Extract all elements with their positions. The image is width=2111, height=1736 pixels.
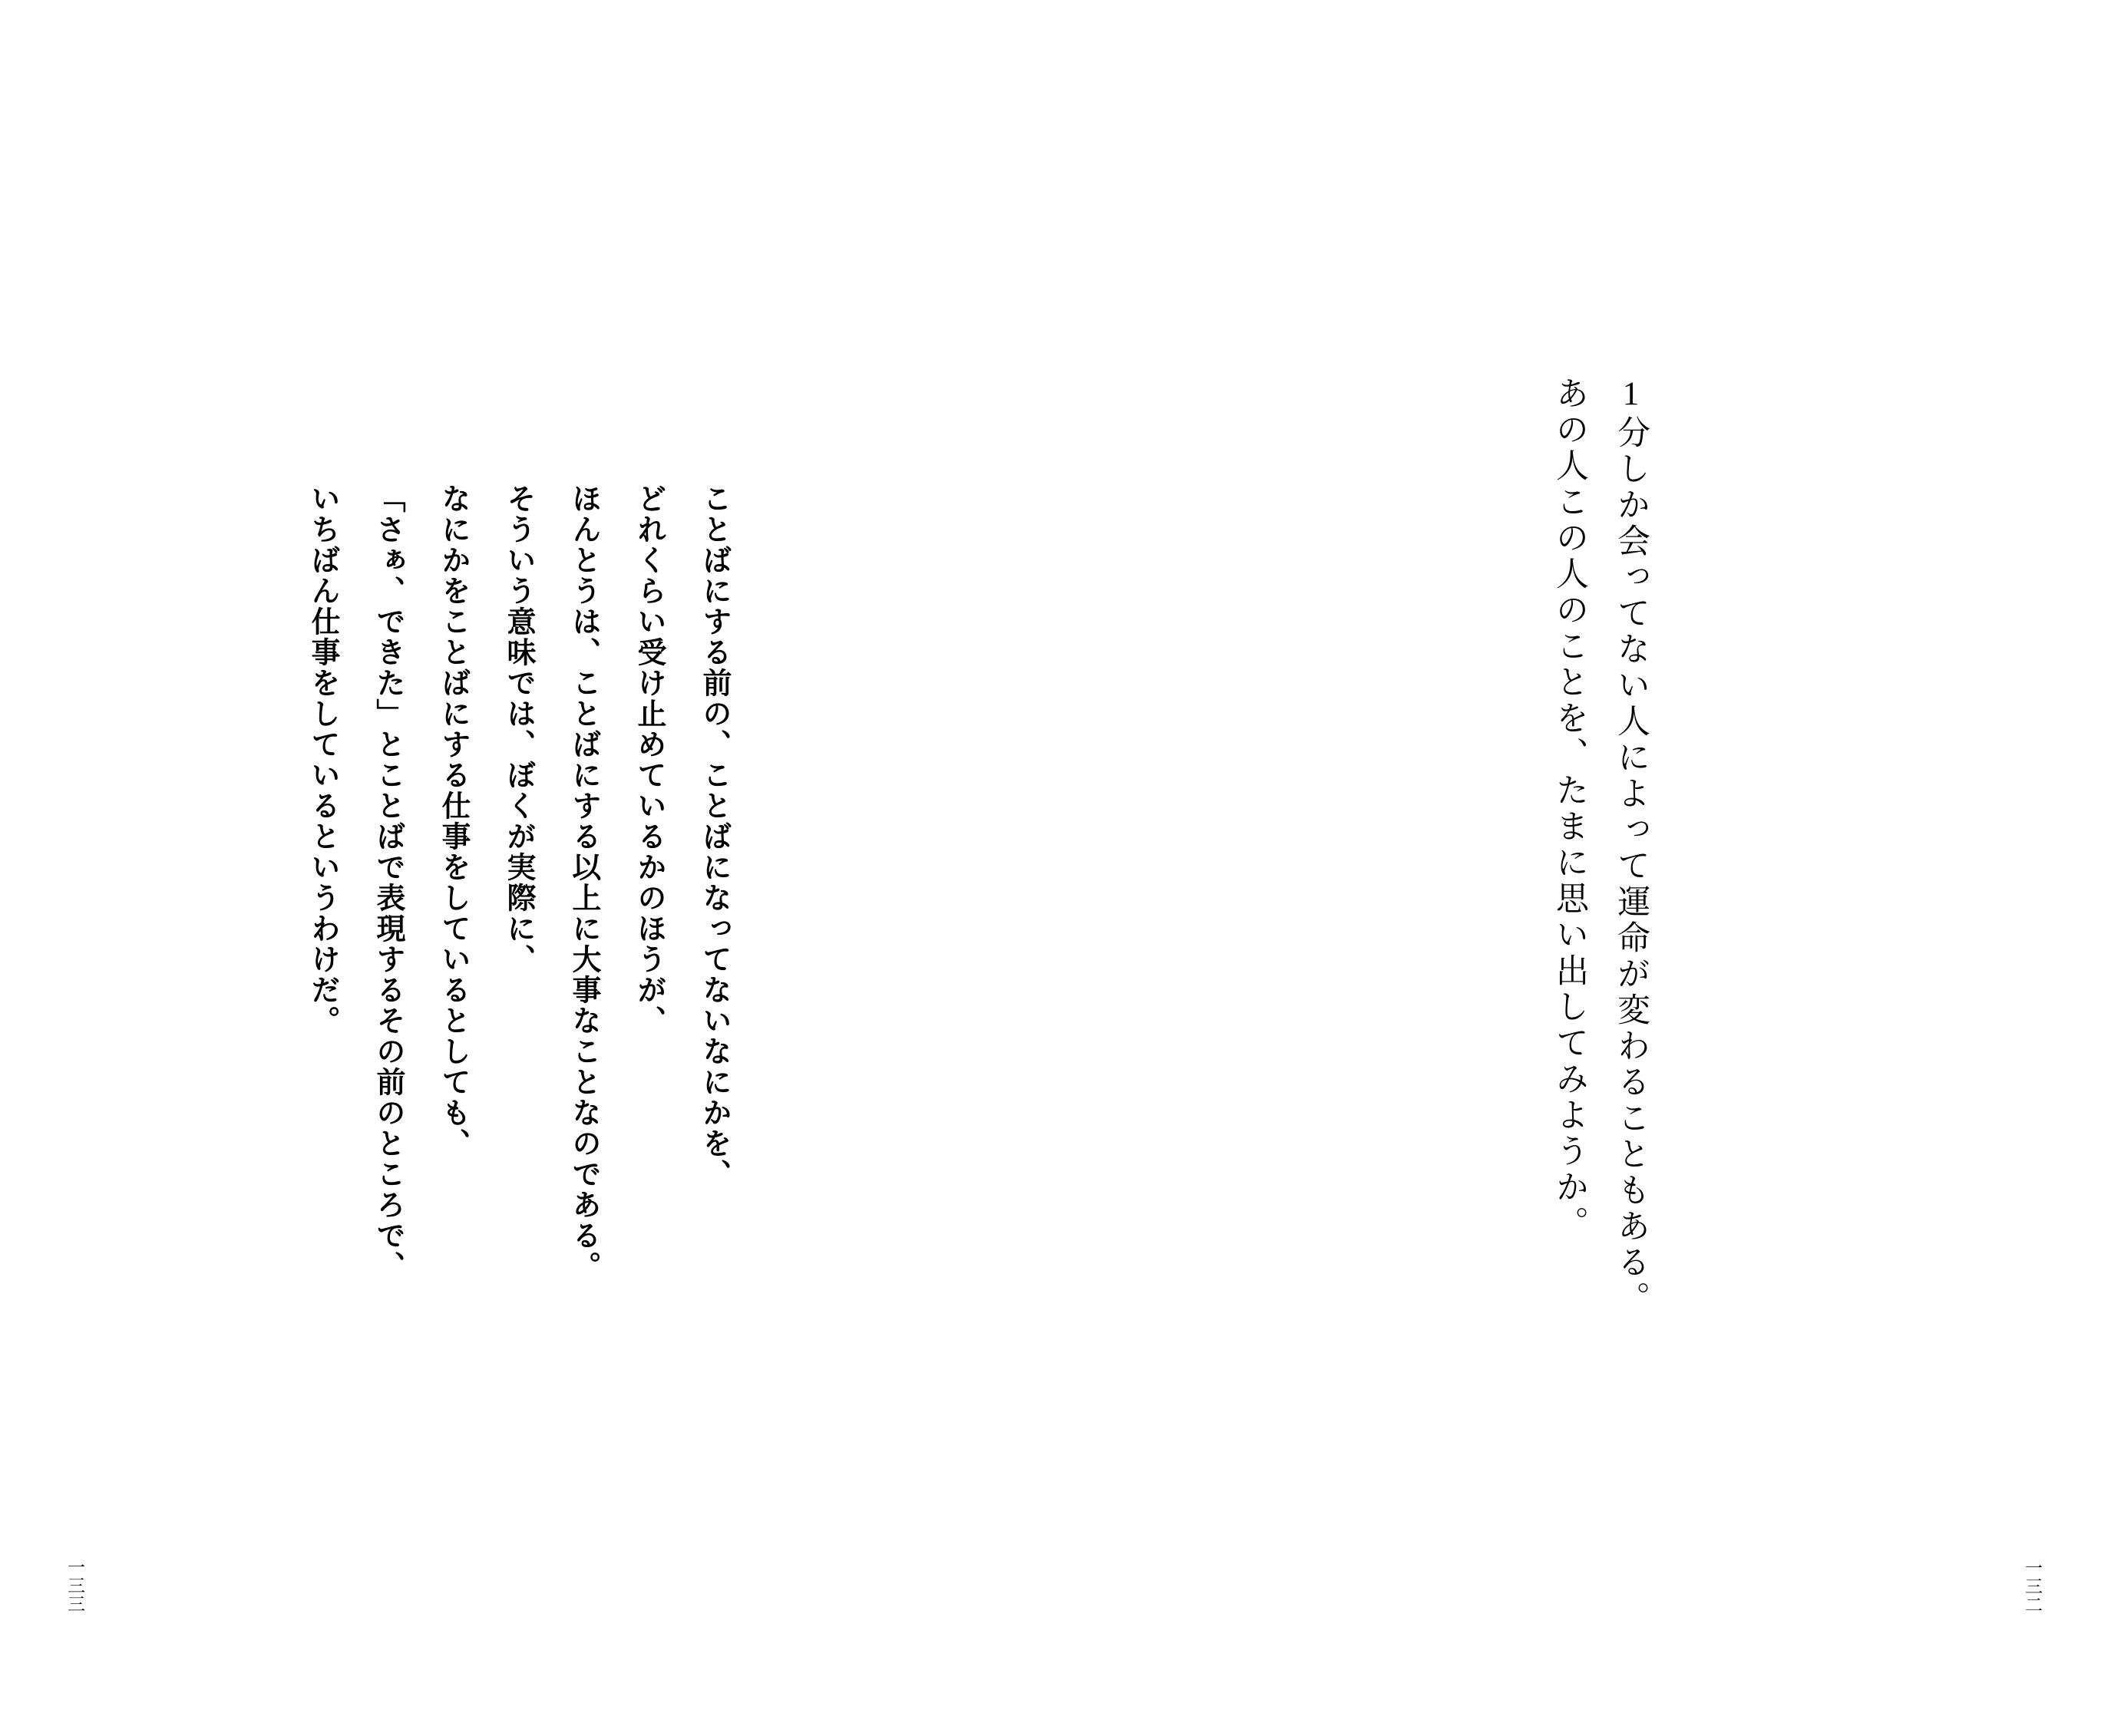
left-page-line-3: ほんとうは、ことばにする以上に大事なことなのである。 (567, 484, 600, 1282)
page-number-left: 一三三 (65, 1558, 84, 1613)
left-page-line-5: なにかをことばにする仕事をしているとしても、 (437, 484, 469, 1159)
right-page-text-block (1538, 376, 1661, 1317)
left-page-line-6: 「さぁ、できた」とことばで表現するその前のところで、 (372, 484, 404, 1282)
left-page-line-7: いちばん仕事をしているというわけだ。 (306, 484, 339, 1036)
right-page-line-2: あの人この人のことを、たまに思い出してみようか。 (1551, 376, 1587, 1242)
left-page-text-block (289, 484, 746, 1282)
right-page-line-1: 1分しか会ってない人によって運命が変わることもある。 (1613, 376, 1649, 1317)
page-number-right: 一三二 (2023, 1559, 2042, 1614)
left-page-line-1: ことばにする前の、ことばになってないなにかを、 (698, 484, 730, 1190)
left-page-line-4: そういう意味では、ぼくが実際に、 (502, 484, 534, 975)
left-page-line-2: どれくらい受け止めているかのほうが、 (633, 484, 665, 1036)
